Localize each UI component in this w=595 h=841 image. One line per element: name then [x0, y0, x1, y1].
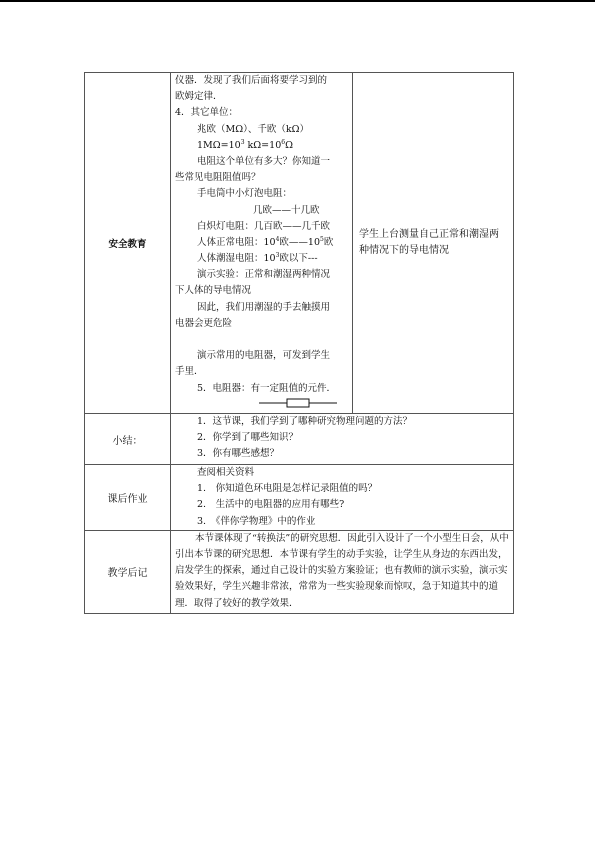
safety-label: 安全教育 — [85, 73, 171, 414]
page-top-border — [0, 0, 595, 2]
blank-line — [171, 332, 352, 348]
text-line: 仪器．发现了我们后面将要学习到的 — [175, 75, 328, 86]
body-normal-resistance-line: 人体正常电阻：$10^4$欧$——10^5$欧 — [197, 235, 334, 248]
summary-row — [85, 414, 514, 465]
text-line: 电阻这个单位有多大？你知道一 — [197, 155, 331, 167]
summary-item: 1．这节课，我们学到了哪种研究物理问题的方法？ — [197, 416, 413, 427]
safety-content — [171, 73, 353, 414]
text-line: 些常见电阻阻值吗？ — [175, 172, 261, 184]
reflection-text: 本节课体现了“转换法”的研究思想．因此引入设计了一个小型生日会，从中引出本节课的研究思想．本节课有学生的动手实验，让学生从身边的东西出发，启发学生的探索，通过自己设计的实验方案验证；也有教师的演示实验，演示实验效果好，学生兴趣非常浓，常常为一些实验现象而惊叹，急于知道其中的道理．取得了较好的教学效果． — [175, 532, 509, 609]
lesson-plan-table — [84, 72, 514, 614]
unit-conversion-line: $1M\Omega=10^3$ $k\Omega=10^6\Omega$ — [197, 138, 293, 151]
text-line: 演示常用的电阻器，可发到学生 — [197, 350, 331, 362]
student-activity-text: 学生上台测量自己正常和潮湿两种情况下的导电情况 — [359, 228, 499, 256]
summary-label: 小结： — [85, 414, 171, 465]
text-line: 白炽灯电阻：几百欧——几千欧 — [197, 220, 331, 232]
homework-label: 课后作业 — [85, 465, 171, 531]
reflection-label: 教学后记 — [85, 530, 171, 613]
text-line: 兆欧（MΩ）、千欧（kΩ） — [197, 123, 309, 135]
student-activity-cell — [353, 73, 514, 414]
homework-item: 3. 《伴你学物理》中的作业 — [197, 515, 316, 527]
text-line: 手电筒中小灯泡电阻： — [197, 188, 293, 200]
text-line: 因此，我们用潮湿的手去触摸用 — [197, 301, 331, 313]
reflection-content — [171, 530, 514, 613]
homework-item: 2. 生活中的电阻器的应用有哪些? — [197, 499, 345, 511]
summary-item: 2．你学到了哪些知识？ — [197, 432, 299, 444]
resistor-symbol — [171, 397, 352, 413]
homework-item: 1. 你知道色环电阻是怎样记录阻值的吗？ — [197, 483, 378, 495]
text-line: 4．其它单位： — [175, 107, 239, 119]
text-line: 欧姆定律． — [175, 91, 223, 103]
text-line: 演示实验：正常和潮湿两种情况 — [197, 269, 331, 281]
text-line: 5．电阻器：有一定阻值的元件． — [197, 382, 337, 394]
text-line: 下人体的导电情况 — [175, 285, 252, 297]
homework-content — [171, 465, 514, 531]
summary-item: 3．你有哪些感想？ — [197, 448, 280, 460]
safety-row — [85, 73, 514, 414]
reflection-row — [85, 530, 514, 613]
body-wet-resistance-line: 人体潮湿电阻：$10^3$欧以下--- — [197, 252, 318, 265]
text-line: 手里． — [175, 366, 204, 378]
summary-content — [171, 414, 514, 465]
homework-row — [85, 465, 514, 531]
text-line: 几欧——十几欧 — [253, 204, 320, 216]
text-line: 电器会更危险 — [175, 317, 233, 329]
homework-item: 查阅相关资料 — [197, 467, 255, 478]
